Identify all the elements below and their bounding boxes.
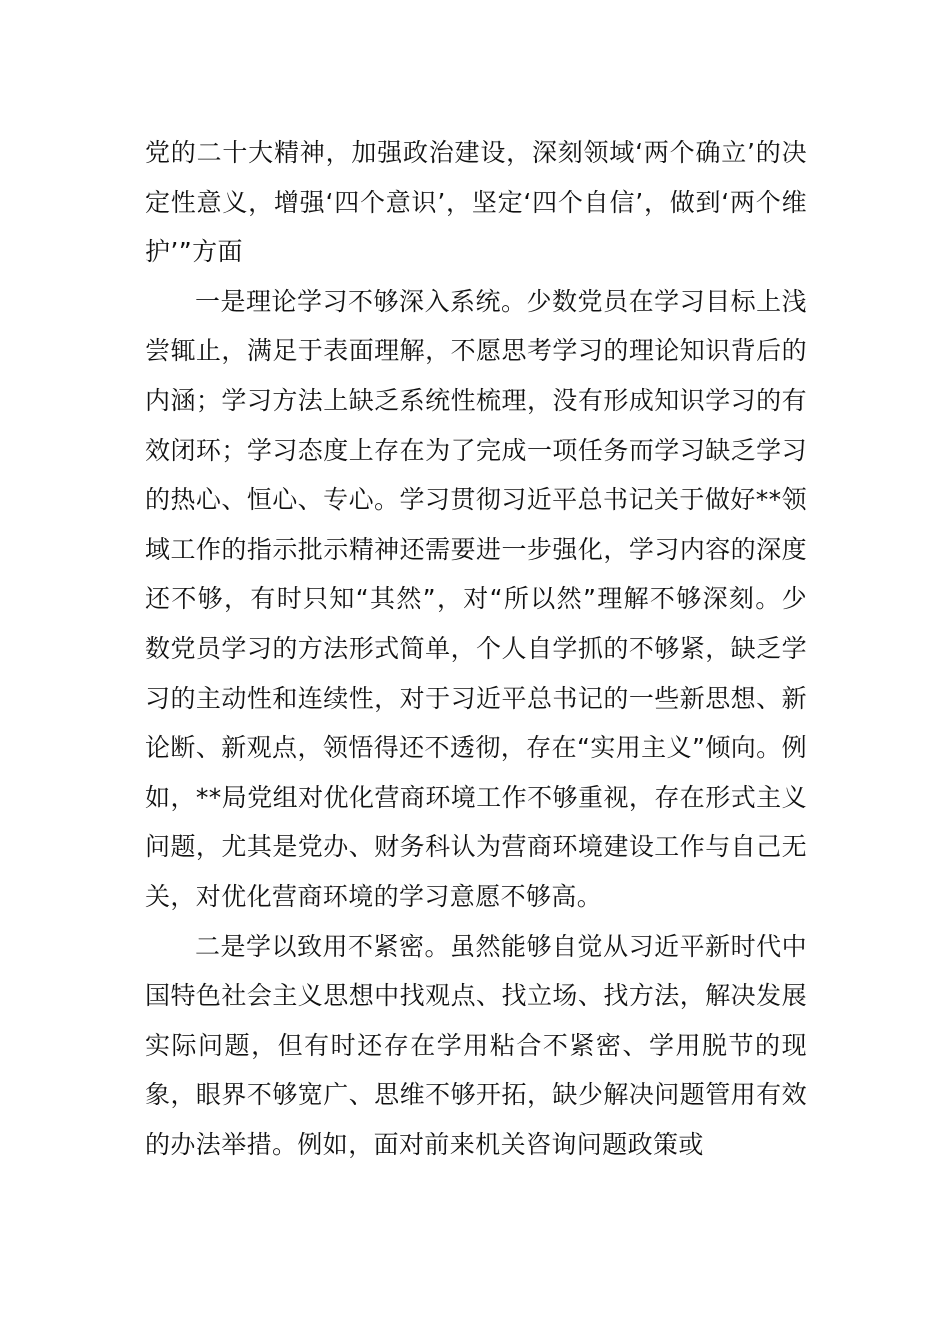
document-body [145,128,807,1169]
point-two-paragraph: 二是学以致用不紧密。虽然能够自觉从习近平新时代中国特色社会主义思想中找观点、找立场、找方法，解决发展实际问题，但有时还存在学用粘合不紧密、学用脱节的现象，眼界不够宽广、思维不够开拓，缺少解决问题管用有效的办法举措。例如，面对前来机关咨询问题政策或 [145,931,807,1159]
point-one-paragraph: 一是理论学习不够深入系统。少数党员在学习目标上浅尝辄止，满足于表面理解，不愿思考学习的理论知识背后的内涵；学习方法上缺乏系统性梳理，没有形成知识学习的有效闭环；学习态度上存在为了完成一项任务而学习缺乏学习的热心、恒心、专心。学习贯彻习近平总书记关于做好**领域工作的指示批示精神还需要进一步强化，学习内容的深度还不够，有时只知“其然”，对“所以然”理解不够深刻。少数党员学习的方法形式简单，个人自学抓的不够紧，缺乏学习的主动性和连续性，对于习近平总书记的一些新思想、新论断、新观点，领悟得还不透彻，存在“实用主义”倾向。例如，**局党组对优化营商环境工作不够重视，存在形式主义问题，尤其是党办、财务科认为营商环境建设工作与自己无关，对优化营商环境的学习意愿不够高。 [145,286,807,911]
heading-continuation-paragraph: 党的二十大精神，加强政治建设，深刻领域‘两个确立’的决定性意义，增强‘四个意识’，坚定‘四个自信’，做到‘两个维护’”方面 [145,138,807,267]
